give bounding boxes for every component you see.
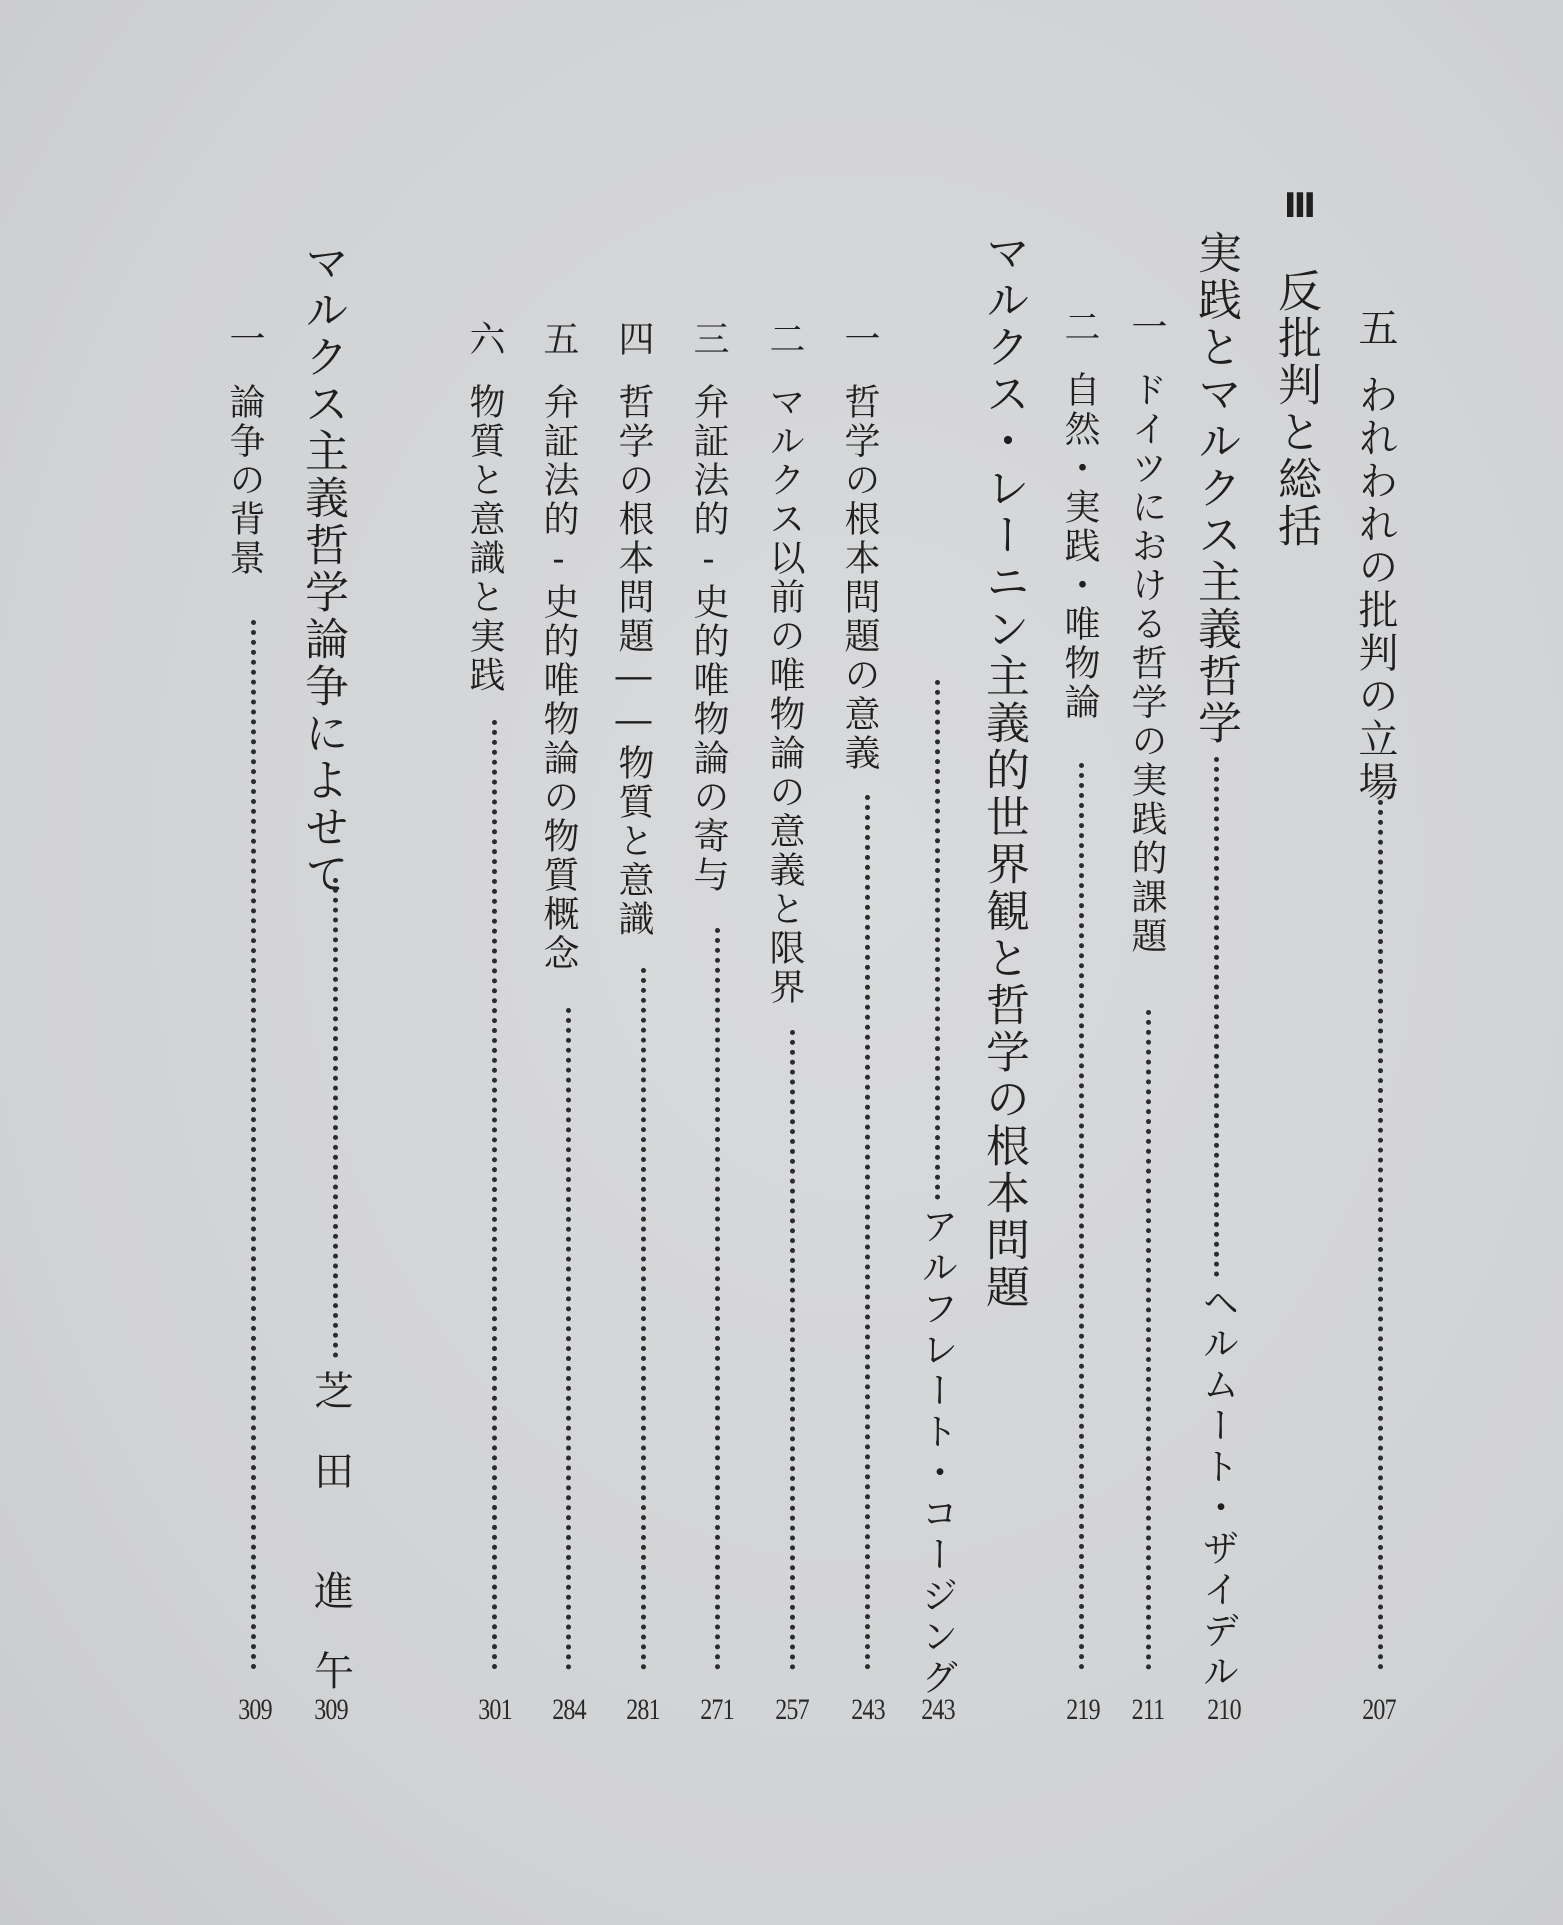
entry-title: 哲学の根本問題――物質と意識 <box>613 383 654 939</box>
entry-title: 自然・実践・唯物論 <box>1059 371 1100 722</box>
author-char: 芝 <box>314 1369 354 1415</box>
page-number: 207 <box>1362 1693 1396 1726</box>
dot-leader <box>1378 800 1383 1670</box>
entry-title: 論争の背景 <box>224 383 265 578</box>
chapter-title: マルクス・レーニン主義的世界観と哲学の根本問題 <box>978 230 1029 1311</box>
page-number: 211 <box>1131 1693 1165 1726</box>
entry-number: 二 <box>764 320 805 359</box>
author-char: 田 <box>314 1449 354 1495</box>
entry-title: 弁証法的‐史的唯物論の物質概念 <box>538 383 579 973</box>
entry-title: 弁証法的‐史的唯物論の寄与 <box>688 383 729 895</box>
page-number: 301 <box>478 1693 512 1726</box>
page-number: 257 <box>775 1693 809 1726</box>
dot-leader <box>715 928 720 1670</box>
toc-entry-0 <box>1352 307 1398 804</box>
author-char: 進 <box>314 1569 354 1615</box>
dot-leader <box>566 1008 571 1670</box>
chapter-author: ヘルムート・ザイデル <box>1196 1283 1239 1693</box>
toc-entry-7 <box>764 320 805 1007</box>
page-number: 243 <box>921 1693 955 1726</box>
dot-leader <box>492 720 497 1670</box>
entry-number: 五 <box>1352 307 1398 350</box>
page-number: 309 <box>238 1693 272 1726</box>
entry-title: 哲学の根本問題の意義 <box>839 383 880 773</box>
page-number: 243 <box>851 1693 885 1726</box>
dot-leader <box>333 878 338 1358</box>
author-char: 午 <box>314 1649 354 1695</box>
page-number: 309 <box>314 1693 348 1726</box>
dot-leader <box>1079 763 1084 1670</box>
chapter-title: マルクス主義哲学論争によせて <box>297 240 348 898</box>
toc-entry-6 <box>839 320 880 773</box>
entry-number: 一 <box>224 320 265 359</box>
entry-title: われわれの批判の立場 <box>1352 374 1398 804</box>
entry-number: 四 <box>613 320 654 359</box>
part-marker: Ⅲ <box>1280 186 1320 224</box>
dot-leader <box>641 968 646 1670</box>
page-number: 284 <box>552 1693 586 1726</box>
page-number: 271 <box>700 1693 734 1726</box>
entry-number: 一 <box>839 320 880 359</box>
toc-entry-9 <box>613 320 654 939</box>
toc-entry-8 <box>688 320 729 895</box>
dot-leader <box>865 795 870 1670</box>
page-number: 219 <box>1066 1693 1100 1726</box>
dot-leader <box>1214 757 1219 1277</box>
entry-title: 物質と意識と実践 <box>464 383 505 695</box>
toc-entry-4 <box>1059 308 1100 722</box>
toc-entry-11 <box>464 320 505 695</box>
page-number: 281 <box>626 1693 660 1726</box>
dot-leader <box>251 620 256 1670</box>
toc-entry-3 <box>1126 308 1167 956</box>
entry-number: 五 <box>538 320 579 359</box>
dot-leader <box>790 1030 795 1670</box>
toc-entry-10 <box>538 320 579 973</box>
dot-leader <box>935 680 940 1200</box>
entry-title: マルクス以前の唯物論の意義と限界 <box>764 383 805 1007</box>
chapter-title: 実践とマルクス主義哲学 <box>1190 230 1241 747</box>
toc-entry-13 <box>224 320 265 578</box>
entry-number: 一 <box>1126 308 1167 347</box>
entry-number: 六 <box>464 320 505 359</box>
section-heading: 反批判と総括 <box>1270 268 1321 550</box>
entry-number: 二 <box>1059 308 1100 347</box>
chapter-author: アルフレート・コージング <box>915 1207 958 1699</box>
page-number: 210 <box>1207 1693 1241 1726</box>
entry-number: 三 <box>688 320 729 359</box>
dot-leader <box>1146 1010 1151 1670</box>
entry-title: ドイツにおける哲学の実践的課題 <box>1126 371 1167 956</box>
